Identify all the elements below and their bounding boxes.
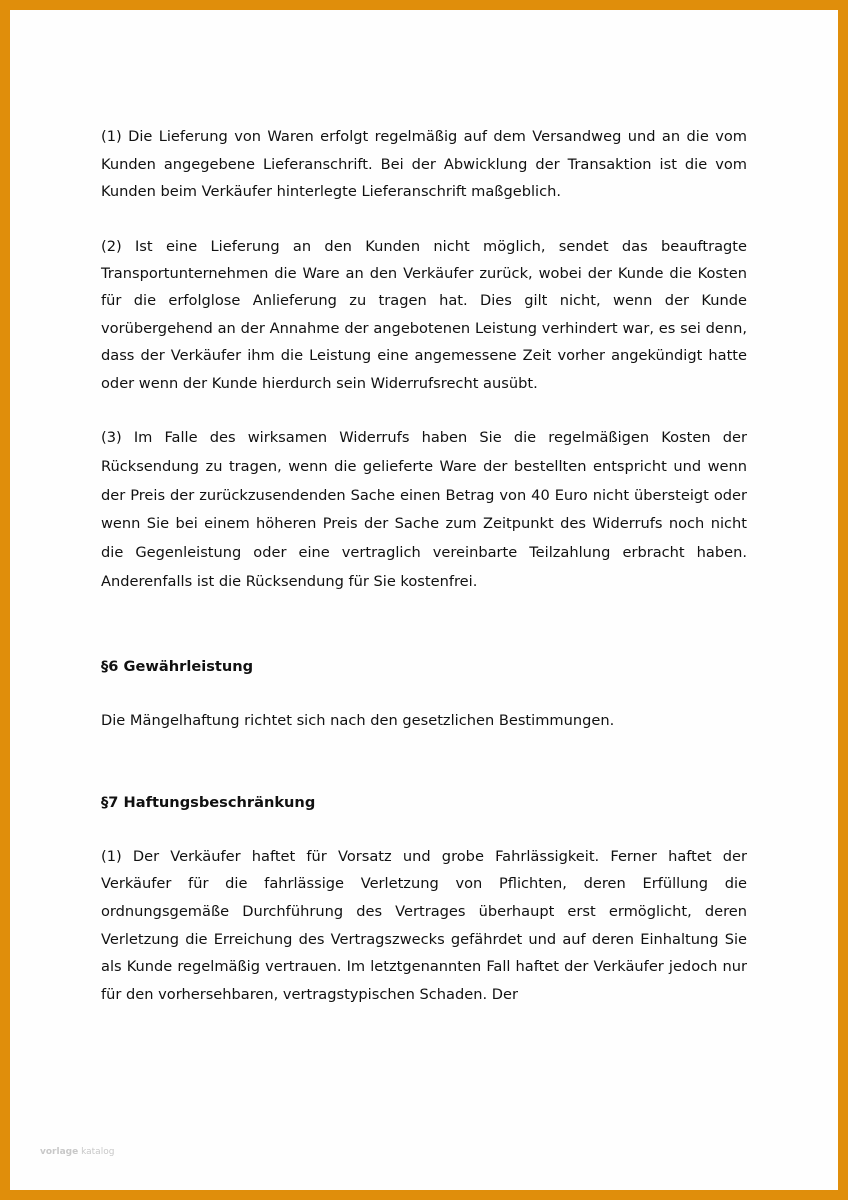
- section-7-paragraph-1: (1) Der Verkäufer haftet für Vorsatz und grobe Fahrlässigkeit. Ferner haftet der Verkäufer für die fahrlässige Verletzung von Pflichten, deren Erfüllung die ordnungsgemäße Durchführung des Vertrages überhaupt erst ermöglicht, deren Verletzung die Erreichung des Vertragszwecks gefährdet und auf deren Einhaltung Sie als Kunde regelmäßig vertrauen. Im letztgenannten Fall haftet der Verkäufer jedoch nur für den vorhersehbaren, vertragstypischen Schaden. Der: [101, 847, 747, 1003]
- document-body: [101, 123, 747, 1008]
- section-6-text: Die Mängelhaftung richtet sich nach den gesetzlichen Bestimmungen.: [101, 711, 615, 729]
- watermark-brand: vorlage: [40, 1147, 79, 1157]
- paragraph-delivery-2: (2) Ist eine Lieferung an den Kunden nicht möglich, sendet das beauftragte Transportunternehmen die Ware an den Verkäufer zurück, wobei der Kunde die Kosten für die erfolglose Anlieferung zu tragen hat. Dies gilt nicht, wenn der Kunde vorübergehend an der Annahme der angebotenen Leistung verhindert war, es sei denn, dass der Verkäufer ihm die Leistung eine angemessene Zeit vorher angekündigt hatte oder wenn der Kunde hierdurch sein Widerrufsrecht ausübt.: [101, 237, 747, 392]
- watermark: [40, 1147, 114, 1157]
- document-page: [10, 10, 838, 1190]
- section-7-heading: §7 Haftungsbeschränkung: [101, 793, 316, 811]
- paragraph-delivery-1: (1) Die Lieferung von Waren erfolgt regelmäßig auf dem Versandweg und an die vom Kunden angegebene Lieferanschrift. Bei der Abwicklung der Transaktion ist die vom Kunden beim Verkäufer hinterlegte Lieferanschrift maßgeblich.: [101, 128, 747, 200]
- watermark-suffix: katalog: [81, 1147, 115, 1157]
- paragraph-delivery-3: (3) Im Falle des wirksamen Widerrufs haben Sie die regelmäßigen Kosten der Rücksendung zu tragen, wenn die gelieferte Ware der bestellten entspricht und wenn der Preis der zurückzusendenden Sache einen Betrag von 40 Euro nicht übersteigt oder wenn Sie bei einem höheren Preis der Sache zum Zeitpunkt des Widerrufs noch nicht die Gegenleistung oder eine vertraglich vereinbarte Teilzahlung erbracht haben. Anderenfalls ist die Rücksendung für Sie kostenfrei.: [101, 428, 747, 590]
- section-6-heading: §6 Gewährleistung: [101, 657, 254, 675]
